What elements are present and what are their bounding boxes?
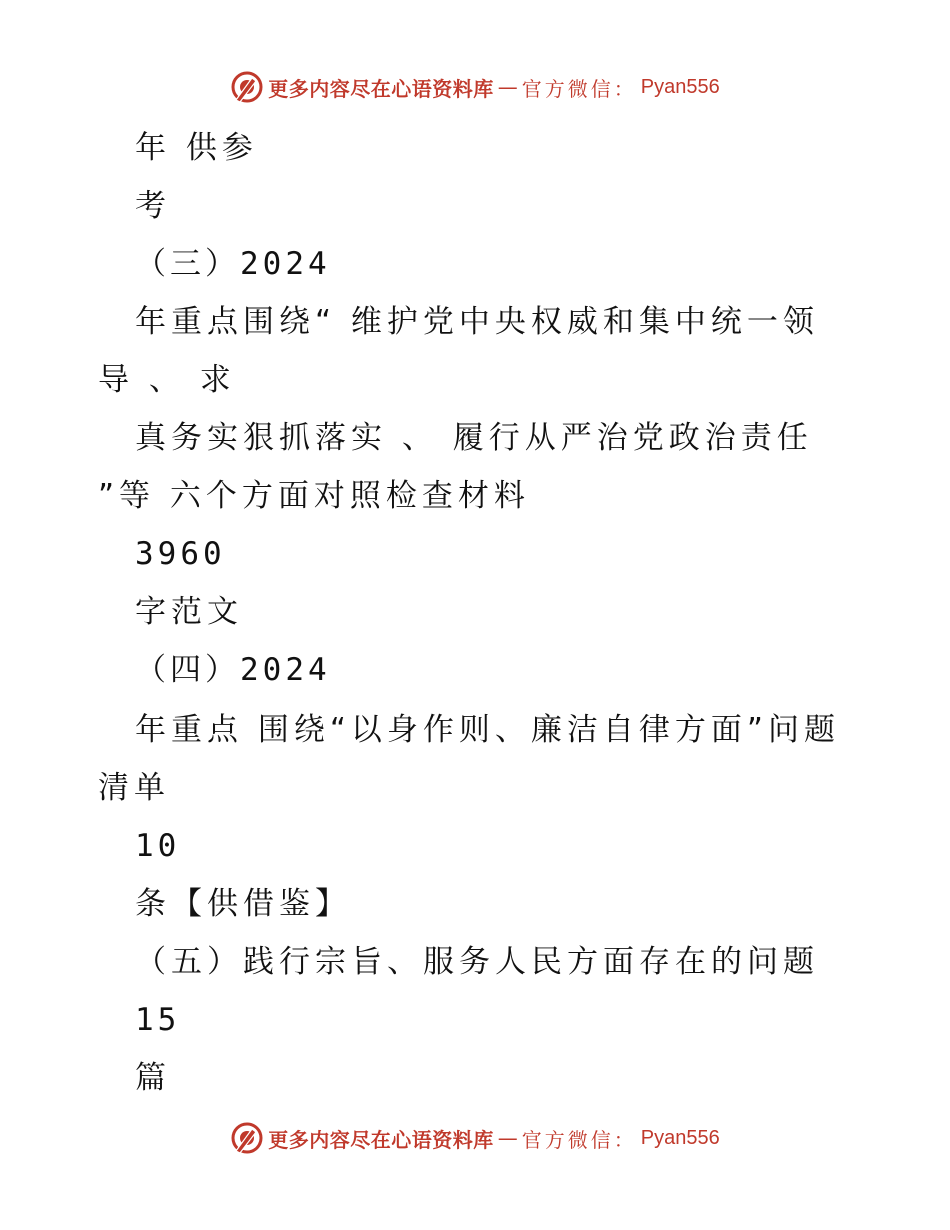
text-line: 3960 xyxy=(135,536,226,572)
text-line: 条【供借鉴】 xyxy=(135,886,351,922)
text-line: 年 供参 xyxy=(135,130,258,166)
text-line: ”等 六个方面对照检查材料 xyxy=(98,478,530,514)
watermark-brand-text: 更多内容尽在心语资料库 xyxy=(268,76,494,101)
text-line: （四）2024 xyxy=(135,652,331,688)
text-line: 10 xyxy=(135,828,181,864)
watermark-official-label: 官方微信： xyxy=(521,76,637,101)
watermark-separator: — xyxy=(497,1126,518,1150)
text-line: 15 xyxy=(135,1002,181,1038)
text-line: 篇 xyxy=(135,1060,171,1096)
watermark-separator: — xyxy=(497,75,518,99)
text-line: 字范文 xyxy=(135,594,243,630)
watermark-header xyxy=(0,70,950,104)
text-line: 考 xyxy=(135,188,171,224)
watermark-wechat-id: Pyan556 xyxy=(640,75,720,98)
pen-logo-icon xyxy=(230,1121,264,1155)
watermark-official-label: 官方微信： xyxy=(521,1127,637,1152)
text-line: （三）2024 xyxy=(135,246,331,282)
watermark-wechat-id: Pyan556 xyxy=(640,1126,720,1149)
pen-logo-icon xyxy=(230,70,264,104)
text-line: 清单 xyxy=(98,770,170,806)
watermark-footer xyxy=(0,1121,950,1155)
text-line: 年重点 围绕“以身作则、廉洁自律方面”问题 xyxy=(135,712,840,748)
text-line: 导 、 求 xyxy=(98,362,236,398)
text-line: （五）践行宗旨、服务人民方面存在的问题 xyxy=(135,944,819,980)
watermark-brand-text: 更多内容尽在心语资料库 xyxy=(268,1127,494,1152)
text-line: 年重点围绕“ 维护党中央权威和集中统一领 xyxy=(135,304,819,340)
text-line: 真务实狠抓落实 、 履行从严治党政治责任 xyxy=(135,420,813,456)
